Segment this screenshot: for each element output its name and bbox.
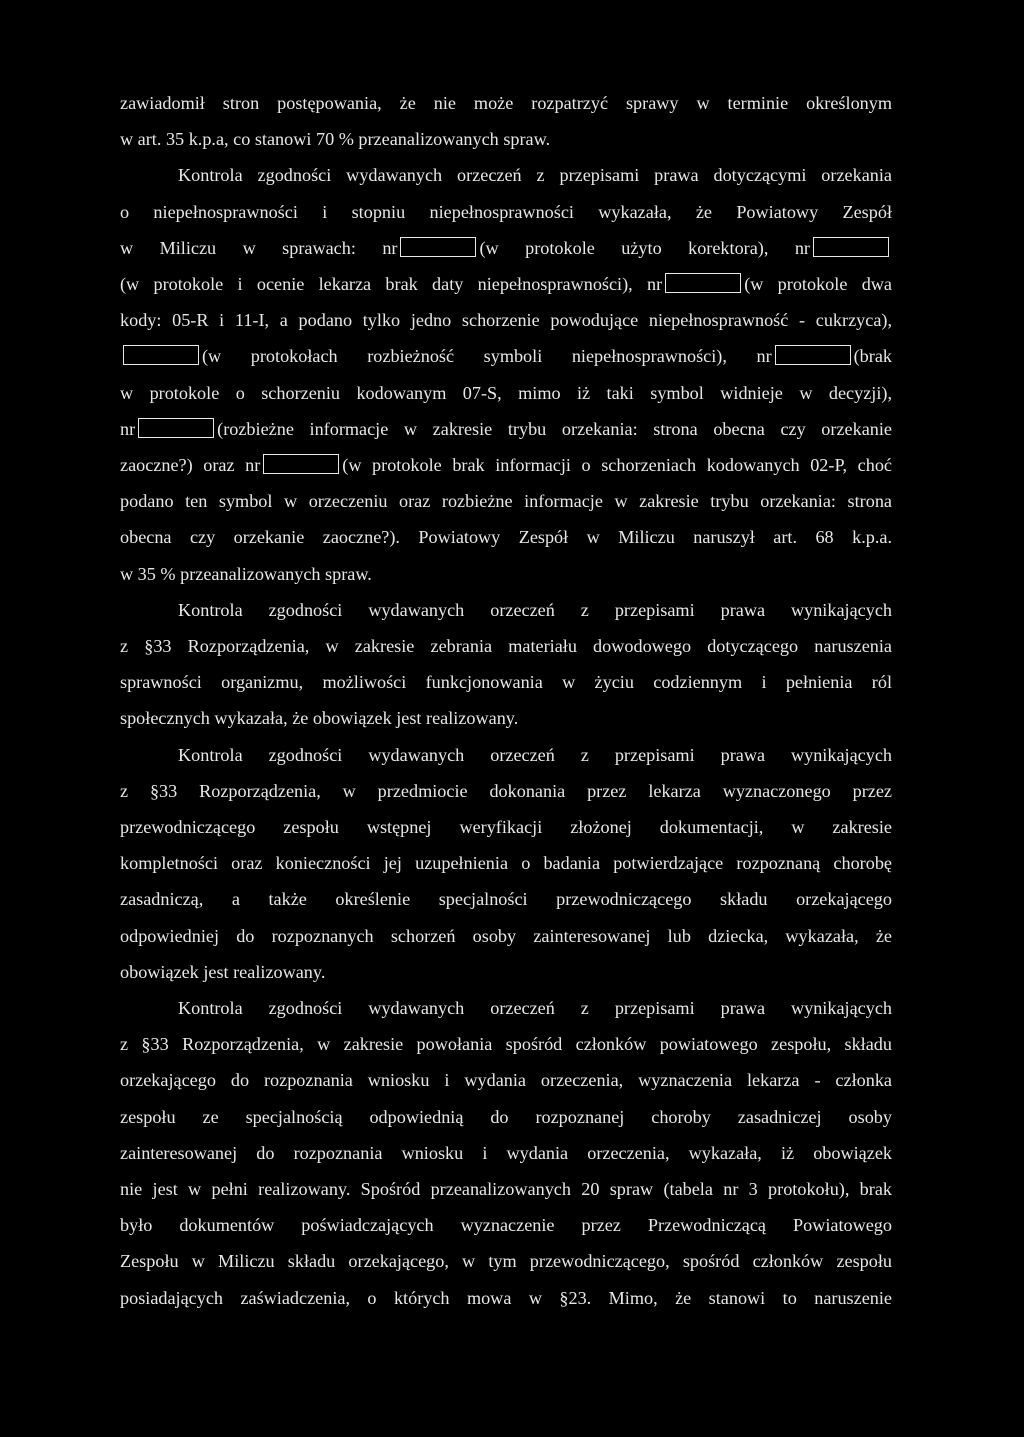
text-segment: w Miliczu w sprawach: nr: [120, 237, 398, 258]
text-line: obecna czy orzekanie zaoczne?). Powiatowy Zespół w Miliczu naruszył art. 68 k.p.a.: [120, 527, 892, 548]
text-line: Kontrola zgodności wydawanych orzeczeń z przepisami prawa dotyczącymi orzekania: [178, 165, 892, 186]
text-line: sprawności organizmu, możliwości funkcjonowania w życiu codziennym i pełnienia ról: [120, 672, 892, 693]
redacted-box: [138, 418, 214, 438]
text-line: było dokumentów poświadczających wyznaczenie przez Przewodniczącą Powiatowego: [120, 1215, 892, 1236]
redacted-box: [263, 454, 339, 474]
text-line: przewodniczącego zespołu wstępnej weryfikacji złożonej dokumentacji, w zakresie: [120, 817, 892, 837]
text-line: [120, 233, 892, 263]
text-line: zespołu ze specjalnością odpowiednią do rozpoznanej choroby zasadniczej osoby: [120, 1106, 892, 1127]
text-line: z §33 Rozporządzenia, w przedmiocie dokonania przez lekarza wyznaczonego przez: [120, 780, 892, 801]
text-segment: nr: [120, 418, 136, 439]
text-segment: (rozbieżne informacje w zakresie trybu orzekania: strona obecna czy orzekanie: [217, 418, 892, 439]
redacted-box: [665, 273, 741, 293]
text-segment: (w protokole dwa: [744, 274, 892, 294]
text-line: Zespołu w Miliczu składu orzekającego, w tym przewodniczącego, spośród członków zespołu: [120, 1251, 892, 1272]
text-line: [120, 269, 892, 299]
text-line: obowiązek jest realizowany.: [120, 961, 326, 982]
text-line: [120, 341, 892, 371]
text-line: odpowiedniej do rozpoznanych schorzeń osoby zainteresowanej lub dziecka, wykazała, że: [120, 925, 892, 946]
text-line: [120, 414, 892, 444]
text-line: społecznych wykazała, że obowiązek jest realizowany.: [120, 708, 519, 729]
text-line: w art. 35 k.p.a, co stanowi 70 % przeanalizowanych spraw.: [120, 129, 551, 150]
text-line: z §33 Rozporządzenia, w zakresie zebrania materiału dowodowego dotyczącego naruszenia: [120, 636, 892, 656]
redacted-box: [775, 345, 851, 365]
text-segment: zaoczne?) oraz nr: [120, 455, 261, 475]
text-segment: (w protokole brak informacji o schorzeniach kodowanych 02-P, choć: [342, 455, 893, 475]
text-line: nie jest w pełni realizowany. Spośród przeanalizowanych 20 spraw (tabela nr 3 protokołu), brak: [120, 1179, 892, 1199]
text-line: w protokole o schorzeniu kodowanym 07-S, mimo iż taki symbol widnieje w decyzji),: [120, 382, 892, 403]
text-line: kody: 05-R i 11-I, a podano tylko jedno schorzenie powodujące niepełnosprawność - cukrzyca),: [120, 310, 892, 331]
redacted-box: [400, 237, 476, 257]
text-line: orzekającego do rozpoznania wniosku i wydania orzeczenia, wyznaczenia lekarza - członka: [120, 1070, 892, 1091]
text-line: podano ten symbol w orzeczeniu oraz rozbieżne informacje w zakresie trybu orzekania: strona: [120, 491, 892, 512]
text-line: zainteresowanej do rozpoznania wniosku i wydania orzeczenia, wykazała, iż obowiązek: [120, 1142, 892, 1163]
text-line: o niepełnosprawności i stopniu niepełnosprawności wykazała, że Powiatowy Zespół: [120, 201, 892, 222]
text-segment: (w protokole użyto korektora), nr: [479, 237, 810, 258]
text-segment: (w protokołach rozbieżność symboli niepełnosprawności), nr: [202, 346, 772, 367]
text-line: Kontrola zgodności wydawanych orzeczeń z przepisami prawa wynikających: [178, 599, 892, 620]
text-line: posiadających zaświadczenia, o których mowa w §23. Mimo, że stanowi to naruszenie: [120, 1287, 892, 1308]
text-line: Kontrola zgodności wydawanych orzeczeń z przepisami prawa wynikających: [178, 744, 892, 765]
text-line: w 35 % przeanalizowanych spraw.: [120, 563, 372, 584]
redacted-box: [123, 345, 199, 365]
text-segment: (w protokole i ocenie lekarza brak daty niepełnosprawności), nr: [120, 274, 663, 294]
text-segment: (brak: [853, 346, 892, 367]
text-line: zasadniczą, a także określenie specjalności przewodniczącego składu orzekającego: [120, 889, 892, 910]
text-line: z §33 Rozporządzenia, w zakresie powołania spośród członków powiatowego zespołu, składu: [120, 1034, 892, 1055]
redacted-box: [813, 237, 889, 257]
text-line: Kontrola zgodności wydawanych orzeczeń z przepisami prawa wynikających: [178, 998, 892, 1018]
text-line: zawiadomił stron postępowania, że nie może rozpatrzyć sprawy w terminie określonym: [120, 93, 892, 113]
text-line: [120, 450, 892, 480]
text-line: kompletności oraz konieczności jej uzupełnienia o badania potwierdzające rozpoznaną chorobę: [120, 853, 892, 874]
